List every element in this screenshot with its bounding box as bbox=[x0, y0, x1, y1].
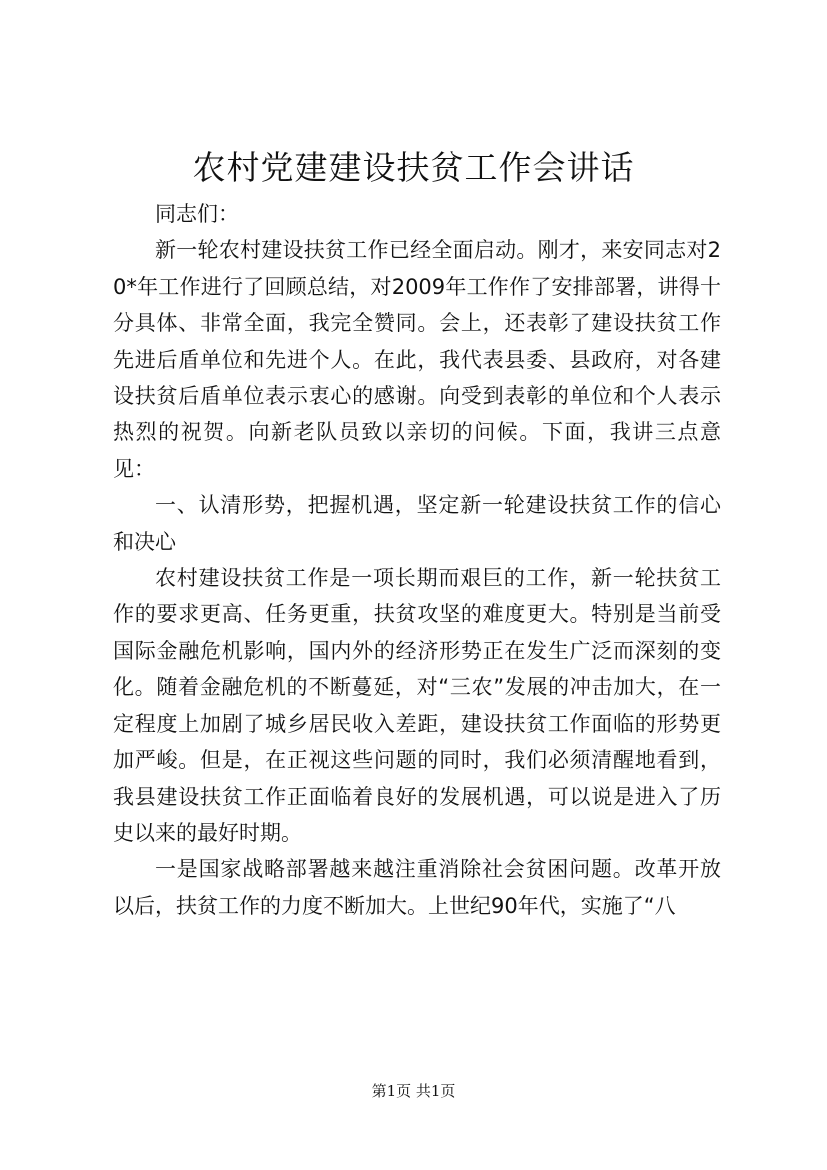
document-title: 农村党建建设扶贫工作会讲话 bbox=[192, 148, 635, 187]
body-paragraph: 新一轮农村建设扶贫工作已经全面启动。刚才，来安同志对20*年工作进行了回顾总结，对2009年工作作了安排部署，讲得十分具体、非常全面，我完全赞同。会上，还表彰了建设扶贫工作先进后盾单位和先进个人。在此，我代表县委、县政府，对各建设扶贫后盾单位表示衷心的感谢。向受到表彰的单位和个人表示热烈的祝贺。向新老队员致以亲切的问候。下面，我讲三点意见： bbox=[113, 238, 721, 481]
document-body bbox=[113, 196, 721, 924]
body-paragraph: 农村建设扶贫工作是一项长期而艰巨的工作，新一轮扶贫工作的要求更高、任务更重，扶贫攻坚的难度更大。特别是当前受国际金融危机影响，国内外的经济形势正在发生广泛而深刻的变化。随着金融危机的不断蔓延，对“三农”发展的冲击加大，在一定程度上加剧了城乡居民收入差距，建设扶贫工作面临的形势更加严峻。但是，在正视这些问题的同时，我们必须清醒地看到，我县建设扶贫工作正面临着良好的发展机遇，可以说是进入了历史以来的最好时期。 bbox=[113, 566, 721, 845]
body-paragraph: 一是国家战略部署越来越注重消除社会贫困问题。改革开放以后，扶贫工作的力度不断加大。上世纪90年代，实施了“八 bbox=[113, 857, 721, 918]
salutation-paragraph: 同志们： bbox=[155, 202, 239, 226]
section-heading-paragraph: 一、认清形势，把握机遇，坚定新一轮建设扶贫工作的信心和决心 bbox=[113, 493, 721, 554]
page-footer: 第1页 共1页 bbox=[371, 1082, 456, 1100]
